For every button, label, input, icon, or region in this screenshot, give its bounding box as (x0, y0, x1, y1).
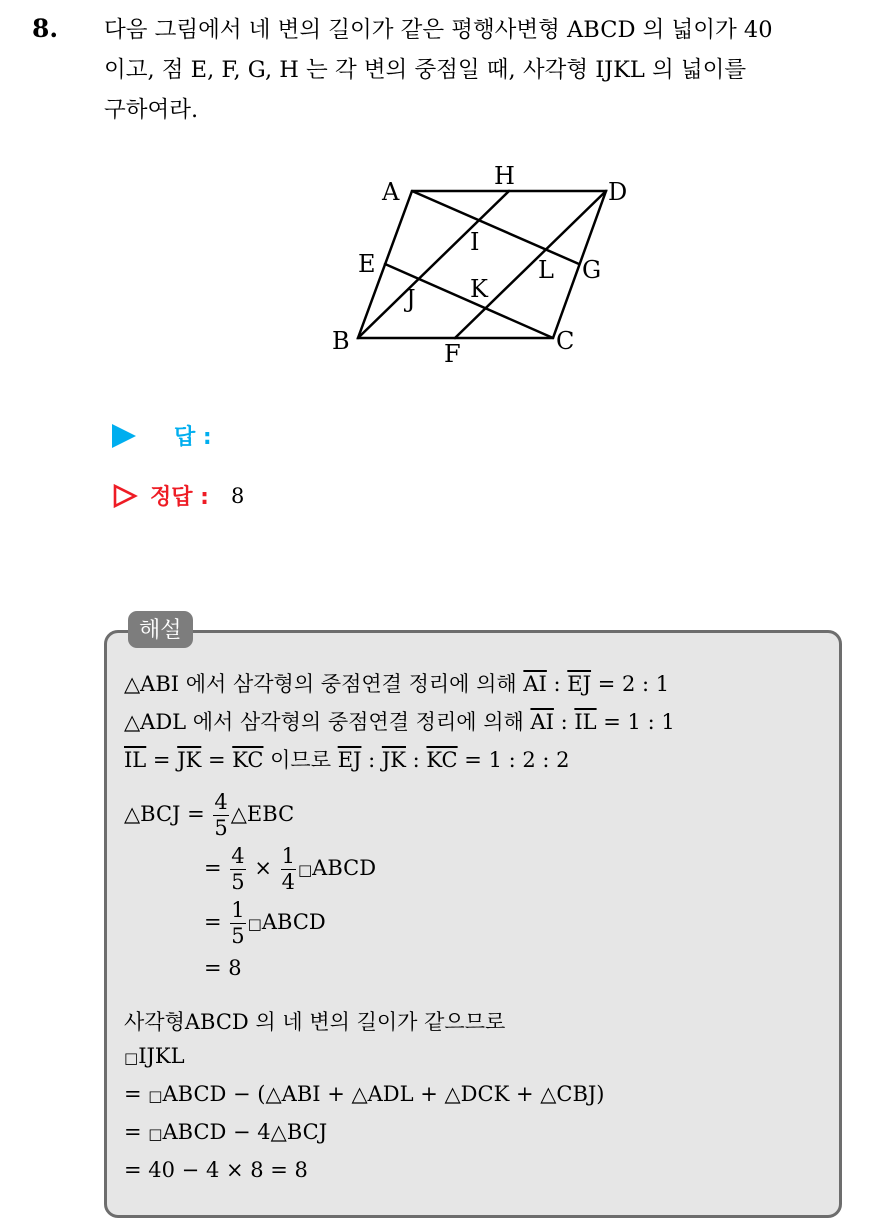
label-a: A (382, 178, 400, 206)
correct-answer-value: 8 (230, 483, 245, 508)
answer-label: 답 : (174, 425, 212, 450)
square-symbol: □ (124, 1049, 139, 1067)
label-j: J (406, 285, 416, 313)
solution-text-2: □IJKL (124, 1044, 185, 1068)
question-line: 다음 그림에서 네 변의 길이가 같은 평행사변형 ABCD 의 넓이가 40 (104, 17, 773, 43)
question-line: 이고, 점 E, F, G, H 는 각 변의 중점일 때, 사각형 IJKL 의 넓이를 (104, 57, 747, 83)
parallelogram-figure (320, 150, 660, 390)
correct-answer-marker-icon (112, 483, 138, 509)
question-line: 구하여라. (104, 97, 199, 123)
math-line-3: = $\frac{1}{5}$ □ABCD (204, 898, 326, 948)
question-number: 8. (32, 14, 59, 43)
segment-b-h (358, 191, 509, 338)
label-b: B (332, 327, 350, 355)
label-g: G (582, 256, 602, 284)
math-line-1: △BCJ = $\frac{4}{5}$ △EBC (124, 790, 295, 840)
solution-line-1: △ABI 에서 삼각형의 중점연결 정리에 의해 $\overline{AI}$ : $\overline{EJ} = 2$ : 1 (124, 672, 670, 696)
fraction: $\frac{4}{5}$ (231, 844, 245, 894)
label-k: K (470, 275, 488, 303)
solution-text-4: = □ABCD − 4△BCJ (124, 1120, 328, 1144)
label-f: F (444, 340, 461, 368)
math-line-4: = 8 (204, 956, 242, 980)
correct-answer-row (112, 480, 244, 511)
solution-text-1: 사각형ABCD 의 네 변의 길이가 같으므로 (124, 1010, 506, 1034)
label-l: L (538, 256, 554, 284)
label-h: H (494, 162, 515, 190)
answer-row (112, 420, 212, 451)
square-symbol: □ (247, 915, 262, 933)
fraction: $\frac{4}{5}$ (214, 790, 228, 840)
label-c: C (556, 327, 575, 355)
parallelogram-abcd (358, 191, 606, 338)
solution-line-2: △ADL 에서 삼각형의 중점연결 정리에 의해 $\overline{AI}$ : $\overline{IL} = 1$ : 1 (124, 710, 675, 734)
solution-text-5: = 40 − 4 × 8 = 8 (124, 1158, 308, 1182)
answer-marker-icon (112, 424, 136, 448)
math-line-2: = $\frac{4}{5}$ × $\frac{1}{4}$ □ABCD (204, 844, 377, 894)
fraction: $\frac{1}{4}$ (281, 844, 295, 894)
segment-a-g (412, 191, 579, 264)
label-i: I (470, 228, 480, 256)
solution-text-3: = □ABCD − (△ABI + △ADL + △DCK + △CBJ) (124, 1082, 605, 1106)
label-d: D (608, 178, 628, 206)
correct-answer-label: 정답 : (150, 485, 209, 510)
question-text (104, 10, 864, 130)
square-symbol: □ (148, 1087, 163, 1105)
label-e: E (358, 250, 376, 278)
square-symbol: □ (297, 861, 313, 879)
square-symbol: □ (148, 1125, 163, 1143)
fraction: $\frac{1}{5}$ (231, 898, 245, 948)
solution-tag: 해설 (128, 611, 193, 648)
solution-line-3: $\overline{IL} = \overline{JK} = \overline{KC}$ 이므로 $\overline{EJ}$ : $\overline{JK}$ : $\overline{KC} = 1$ : 2 : 2 (124, 748, 570, 772)
